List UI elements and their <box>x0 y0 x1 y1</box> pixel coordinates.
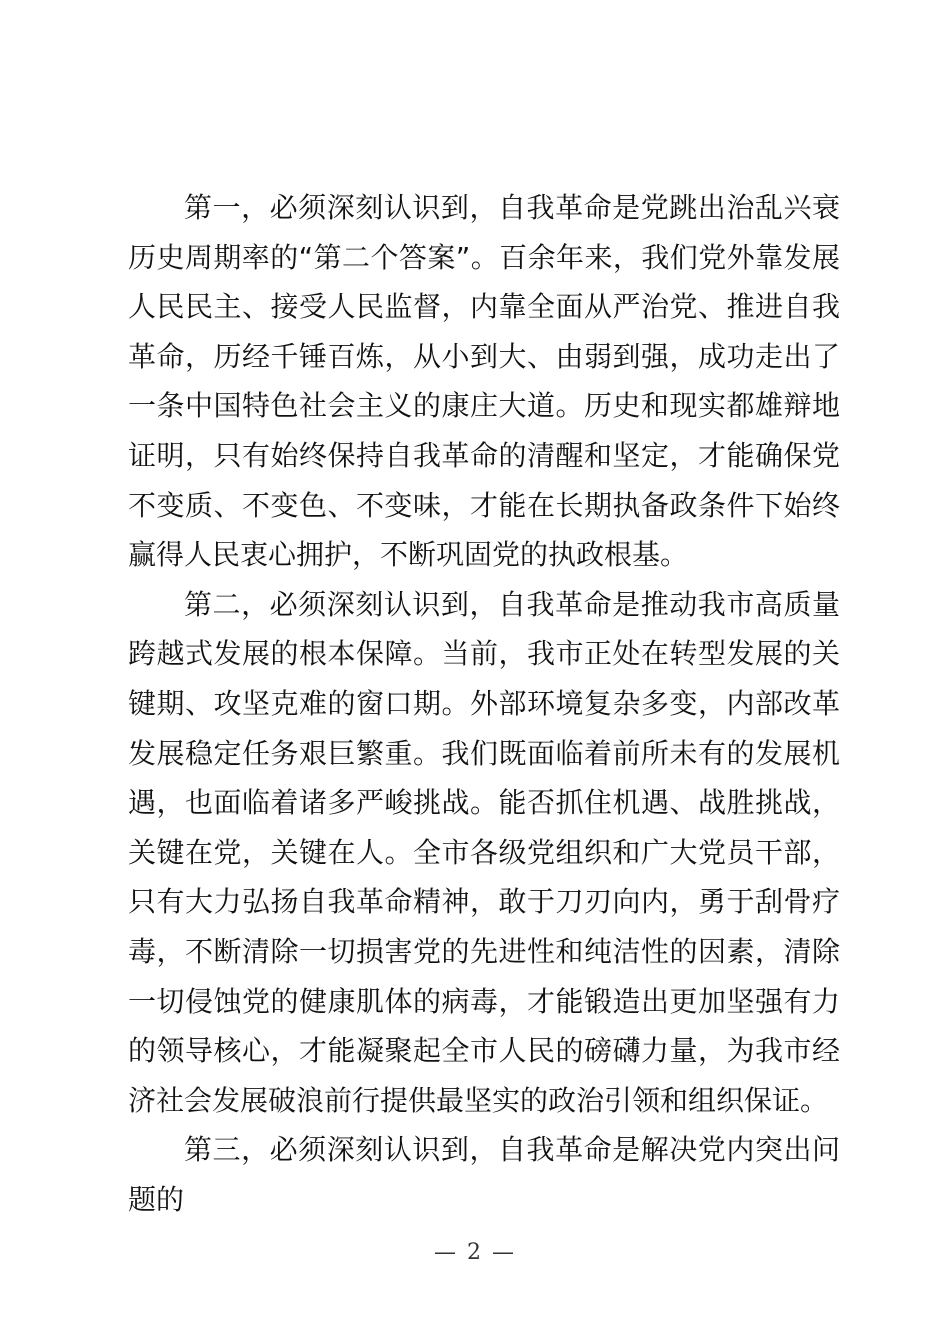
page-number: — 2 — <box>434 1240 516 1265</box>
document-body <box>128 183 840 1224</box>
paragraph-first: 第一，必须深刻认识到，自我革命是党跳出治乱兴衰历史周期率的“第二个答案”。百余年来，我们党外靠发展人民民主、接受人民监督，内靠全面从严治党、推进自我革命，历经千锤百炼，从小到大、由弱到强，成功走出了一条中国特色社会主义的康庄大道。历史和现实都雄辩地证明，只有始终保持自我革命的清醒和坚定，才能确保党不变质、不变色、不变味，才能在长期执备政条件下始终赢得人民衷心拥护，不断巩固党的执政根基。 <box>128 191 840 572</box>
paragraph-second: 第二，必须深刻认识到，自我革命是推动我市高质量跨越式发展的根本保障。当前，我市正处在转型发展的关键期、攻坚克难的窗口期。外部环境复杂多变，内部改革发展稳定任务艰巨繁重。我们既面临着前所未有的发展机遇，也面临着诸多严峻挑战。能否抓住机遇、战胜挑战，关键在党，关键在人。全市各级党组织和广大党员干部，只有大力弘扬自我革命精神，敢于刀刃向内，勇于刮骨疗毒，不断清除一切损害党的先进性和纯洁性的因素，清除一切侵蚀党的健康肌体的病毒，才能锻造出更加坚强有力的领导核心，才能凝聚起全市人民的磅礴力量，为我市经济社会发展破浪前行提供最坚实的政治引领和组织保证。 <box>128 587 840 1117</box>
paragraph-third: 第三，必须深刻认识到，自我革命是解决党内突出问题的 <box>128 1133 840 1216</box>
